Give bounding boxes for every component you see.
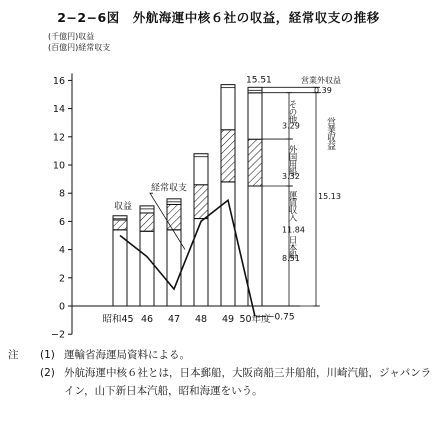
bar-segment: [221, 130, 235, 182]
revenue-label: 収益: [114, 201, 133, 212]
note-2-text: 外航海運中核６社とは，日本郵船，大阪商船三井船舶，川崎汽船，ジャパンライン，山下新日本汽船，昭和海運をいう。: [64, 367, 432, 397]
note-1: [8, 346, 433, 364]
freight-label: 運賃収入: [287, 190, 297, 221]
bar-segment: [113, 220, 127, 230]
note-head: 注: [8, 349, 19, 361]
unit-label-balance: (百億円)経常収支: [48, 43, 111, 52]
non-op-value: 0.39: [314, 86, 332, 96]
note-2-number: (2): [40, 367, 55, 379]
x-tick-label: 48: [194, 314, 208, 325]
japan-ship-value: 8.51: [282, 253, 300, 263]
note-1-text: 運輸省海運局資料による。: [64, 349, 190, 361]
x-tick-label: 昭和45: [102, 314, 134, 325]
charter-value: 3.32: [282, 172, 300, 182]
bar-segment: [248, 93, 262, 139]
x-tick-label: 46: [140, 314, 154, 325]
note-2: [8, 364, 433, 400]
y-tick-label: −2: [50, 329, 65, 341]
y-tick-label: 8: [58, 188, 65, 200]
balance-label: 経常収支: [151, 183, 188, 194]
last-total-label: 15.51: [246, 75, 272, 86]
bar-segment: [194, 185, 208, 219]
x-tick-label: 47: [167, 314, 181, 325]
freight-value: 11.84: [282, 225, 305, 235]
bar-segment: [140, 206, 154, 213]
last-balance-label: −0.75: [267, 312, 295, 323]
operating-revenue-value: 15.13: [318, 191, 341, 201]
y-tick-label: 0: [58, 301, 65, 313]
bar-segment: [221, 85, 235, 130]
bar-segment: [113, 216, 127, 220]
y-tick-label: 4: [58, 245, 65, 257]
y-tick-label: 2: [58, 273, 65, 285]
japan-ship-label: 日本船: [287, 235, 297, 258]
bar-segment: [167, 230, 181, 306]
x-tick-label: 49: [221, 314, 235, 325]
unit-label-revenue: (千億円)収益: [48, 32, 95, 41]
bar-segment: [248, 139, 262, 186]
y-tick-label: 10: [52, 160, 65, 172]
y-tick-label: 6: [58, 216, 65, 228]
bar-segment: [248, 186, 262, 306]
y-tick-label: 14: [52, 104, 65, 116]
bar-segment: [140, 231, 154, 306]
bar-segment: [194, 154, 208, 185]
notes: [8, 346, 433, 400]
bar-segment: [113, 230, 127, 306]
operating-revenue-label: 営業収益: [325, 117, 335, 150]
x-tick-label: 50年度: [239, 314, 271, 325]
other-label: その他: [287, 100, 297, 123]
non-op-label: 営業外収益: [301, 76, 341, 86]
chart-title: 2−2−6図 外航海運中核６社の収益，経常収支の推移: [57, 10, 380, 25]
other-value: 3.29: [282, 121, 300, 131]
y-tick-label: 16: [52, 75, 65, 87]
charter-label: 外国用船: [287, 145, 297, 176]
note-1-number: (1): [40, 349, 55, 361]
bar-segment: [140, 213, 154, 231]
bar-segment: [167, 204, 181, 229]
y-tick-label: 12: [52, 132, 65, 144]
